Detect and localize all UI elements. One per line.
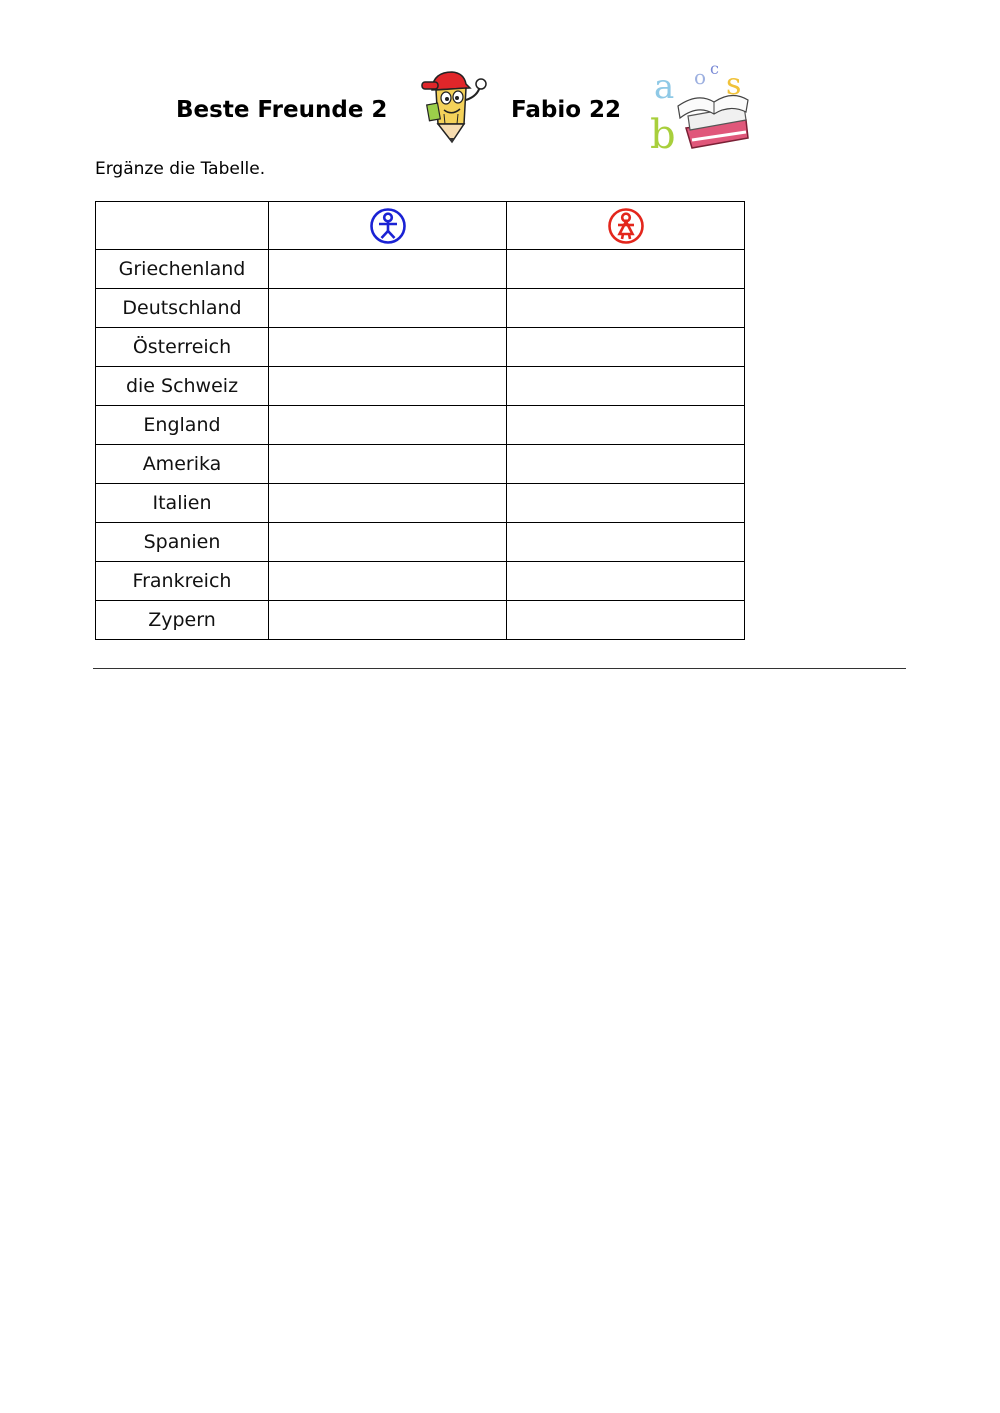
male-answer-cell[interactable] <box>269 406 507 445</box>
svg-text:b: b <box>650 112 676 154</box>
country-cell: Deutschland <box>96 289 269 328</box>
svg-text:a: a <box>654 67 675 107</box>
country-cell: England <box>96 406 269 445</box>
male-answer-cell[interactable] <box>269 367 507 406</box>
table-row <box>96 328 745 367</box>
country-cell: Frankreich <box>96 562 269 601</box>
male-answer-cell[interactable] <box>269 484 507 523</box>
female-answer-cell[interactable] <box>507 367 745 406</box>
female-answer-cell[interactable] <box>507 523 745 562</box>
male-answer-cell[interactable] <box>269 250 507 289</box>
header-male-cell <box>269 202 507 250</box>
lesson-label: Fabio 22 <box>511 97 622 123</box>
girl-symbol-icon <box>607 207 645 245</box>
table-row <box>96 367 745 406</box>
horizontal-divider <box>93 668 906 669</box>
male-answer-cell[interactable] <box>269 445 507 484</box>
country-cell: Spanien <box>96 523 269 562</box>
table-row <box>96 250 745 289</box>
table-header-row <box>96 202 745 250</box>
pencil-mascot-icon <box>418 66 494 148</box>
female-answer-cell[interactable] <box>507 601 745 640</box>
female-answer-cell[interactable] <box>507 484 745 523</box>
table-row <box>96 406 745 445</box>
svg-text:o: o <box>694 65 707 89</box>
female-answer-cell[interactable] <box>507 328 745 367</box>
header-empty-cell <box>96 202 269 250</box>
table-row <box>96 484 745 523</box>
female-answer-cell[interactable] <box>507 562 745 601</box>
male-answer-cell[interactable] <box>269 601 507 640</box>
svg-text:s: s <box>726 67 742 102</box>
country-nationality-table <box>95 201 745 640</box>
female-answer-cell[interactable] <box>507 406 745 445</box>
female-answer-cell[interactable] <box>507 289 745 328</box>
country-cell: Griechenland <box>96 250 269 289</box>
table-row <box>96 523 745 562</box>
country-cell: Zypern <box>96 601 269 640</box>
header-female-cell <box>507 202 745 250</box>
svg-text:c: c <box>710 59 719 78</box>
table-row <box>96 601 745 640</box>
table-row <box>96 445 745 484</box>
female-answer-cell[interactable] <box>507 250 745 289</box>
instruction-text: Ergänze die Tabelle. <box>95 159 266 179</box>
male-answer-cell[interactable] <box>269 523 507 562</box>
country-cell: Amerika <box>96 445 269 484</box>
country-cell: die Schweiz <box>96 367 269 406</box>
books-letters-icon <box>648 58 756 154</box>
male-answer-cell[interactable] <box>269 289 507 328</box>
male-answer-cell[interactable] <box>269 562 507 601</box>
country-cell: Österreich <box>96 328 269 367</box>
female-answer-cell[interactable] <box>507 445 745 484</box>
table-row <box>96 562 745 601</box>
table-row <box>96 289 745 328</box>
male-answer-cell[interactable] <box>269 328 507 367</box>
boy-symbol-icon <box>369 207 407 245</box>
country-cell: Italien <box>96 484 269 523</box>
worksheet-title: Beste Freunde 2 <box>176 97 388 123</box>
